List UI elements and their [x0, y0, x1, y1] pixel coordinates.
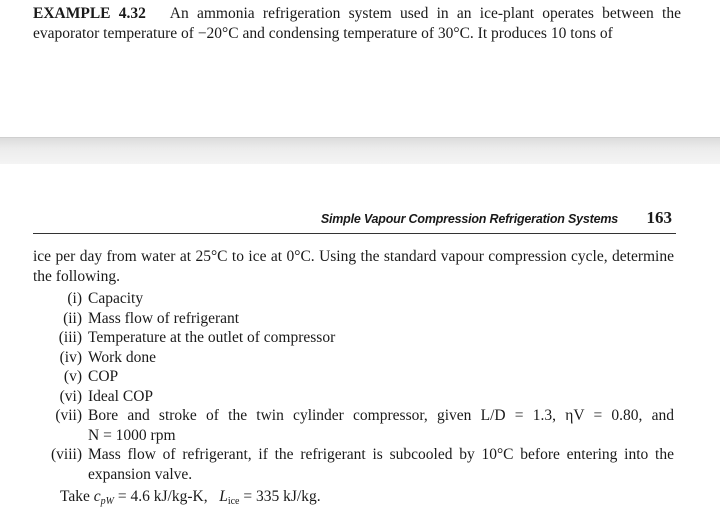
upper-page — [0, 0, 720, 137]
running-title: Simple Vapour Compression Refrigeration Systems — [320, 212, 618, 226]
list-item — [33, 328, 674, 348]
item-number: (viii) — [51, 446, 82, 463]
list-item — [33, 406, 674, 445]
item-number: (vi) — [59, 387, 82, 405]
item-text: Capacity — [88, 290, 144, 307]
take-label: Take — [60, 488, 90, 505]
item-number: (vii) — [55, 407, 82, 424]
list-item — [33, 289, 674, 309]
page-gutter — [0, 137, 720, 164]
page-number: 163 — [646, 208, 672, 227]
latent-heat-value: = 335 kJ/kg. — [239, 488, 321, 505]
item-text: Work done — [88, 348, 157, 366]
question-list — [33, 289, 674, 484]
item-text: Ideal COP — [88, 387, 154, 405]
list-item — [33, 387, 674, 407]
item-text-line2: N = 1000 rpm — [88, 426, 176, 444]
latent-heat-symbol: L — [219, 488, 228, 505]
example-label: EXAMPLE 4.32 — [33, 5, 146, 22]
cp-subscript: pW — [100, 496, 115, 507]
item-number: (ii) — [63, 309, 82, 327]
example-statement — [33, 4, 681, 44]
list-item — [33, 348, 674, 368]
item-number: (iv) — [59, 348, 82, 366]
item-number: (iii) — [58, 329, 82, 346]
item-text-line2: expansion valve. — [88, 465, 193, 483]
list-item — [33, 367, 674, 387]
item-text: Mass flow of refrigerant — [88, 309, 240, 327]
example-text-line2: evaporator temperature of −20°C and condensing temperature of 30°C. It produces 10 tons of — [33, 25, 613, 42]
item-text-line1: Mass flow of refrigerant, if the refrigerant is subcooled by 10°C before entering into the — [88, 446, 674, 463]
cp-value: = 4.6 kJ/kg-K, — [114, 488, 208, 505]
list-item — [33, 445, 674, 484]
item-number: (i) — [67, 290, 82, 307]
cp-symbol: c — [93, 488, 101, 505]
item-text: COP — [88, 368, 119, 385]
item-number: (v) — [63, 368, 82, 385]
item-text: Temperature at the outlet of compressor — [88, 329, 336, 346]
running-head — [0, 208, 676, 232]
given-values — [60, 487, 321, 512]
item-text-line1: Bore and stroke of the twin cylinder compressor, given L/D = 1.3, ηV = 0.80, and — [88, 407, 674, 424]
list-item — [33, 309, 674, 329]
problem-intro: ice per day from water at 25°C to ice at 0°C. Using the standard vapour compression cycle, determine the following. — [33, 248, 674, 285]
latent-heat-subscript: ice — [227, 496, 240, 507]
header-rule — [33, 233, 676, 234]
example-text-line1: An ammonia refrigeration system used in an ice-plant operates between the — [169, 5, 681, 22]
